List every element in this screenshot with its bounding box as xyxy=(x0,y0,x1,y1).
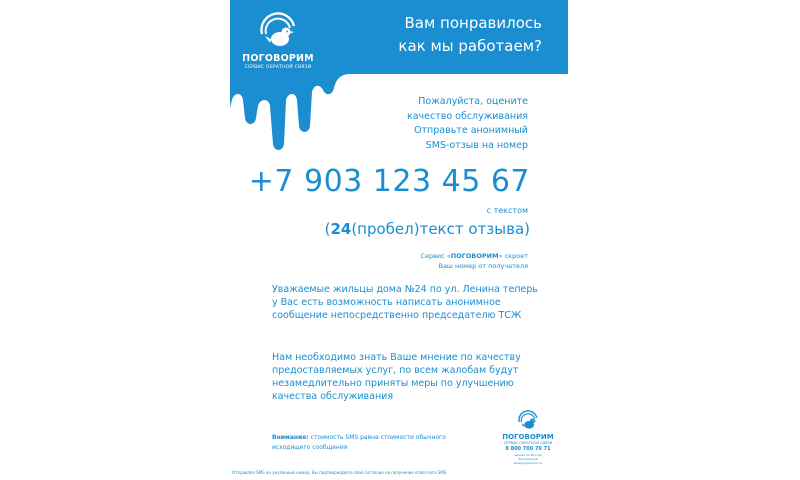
brand-logo xyxy=(238,12,318,70)
instruction-line-3: Отправьте анонимный xyxy=(414,125,528,136)
instruction-line-2: качество обслуживания xyxy=(406,110,528,122)
sms-format-rest: (пробел)текст отзыва) xyxy=(351,220,530,238)
footer-brand-name: ПОГОВОРИМ xyxy=(502,433,554,441)
sms-code: 24 xyxy=(330,220,352,238)
brand-name: ПОГОВОРИМ xyxy=(242,53,314,64)
service-note xyxy=(358,251,528,271)
service-note-line-1 xyxy=(358,251,528,261)
brand-tagline: СЕРВИС ОБРАТНОЙ СВЯЗИ xyxy=(244,65,312,70)
bird-logo-icon xyxy=(516,410,540,432)
bottom-disclaimer: Отправляя SMS на указанный номер, Вы подтверждаете своё согласие на получение ответного SMS xyxy=(232,470,447,475)
footer-brand-tagline: СЕРВИС ОБРАТНОЙ СВЯЗИ xyxy=(503,441,553,445)
bird-logo-icon xyxy=(256,12,300,52)
with-text-label: с текстом xyxy=(486,206,528,215)
header-line-2: как мы работаем? xyxy=(398,37,542,55)
warning-label: Внимание: xyxy=(272,434,309,441)
footer-phone: 8 800 700 70 71 xyxy=(505,446,551,452)
instruction-line-1: Пожалуйста, оцените xyxy=(418,96,528,107)
warning-note xyxy=(272,433,472,453)
body-paragraph-1: Уважаемые жильцы дома №24 по ул. Ленина теперь у Вас есть возможность написать анонимное сообщение непосредственно председателю ТСЖ xyxy=(272,284,538,321)
service-note-line-2: Ваш номер от получателя xyxy=(438,262,528,270)
footer-logo xyxy=(498,410,558,465)
service-note-brand: ПОГОВОРИМ xyxy=(450,252,499,260)
warning-text: стоимость SMS равна стоимости обычного исходящего сообщения xyxy=(272,434,446,451)
poster xyxy=(230,0,568,480)
footer-site: www.pogovorim.ru xyxy=(513,461,543,465)
instruction-line-4: SMS-отзыв на номер xyxy=(425,139,528,151)
phone-number: +7 903 123 45 67 xyxy=(248,164,530,199)
header-question xyxy=(398,12,542,58)
service-note-suffix: » скроет xyxy=(498,252,528,260)
footer-small-1: звонок по России xyxy=(514,453,542,457)
service-note-prefix: Сервис « xyxy=(420,252,451,260)
sms-format-open-paren: ( xyxy=(324,220,331,238)
footer-small-2: бесплатный xyxy=(518,457,538,461)
instruction-text xyxy=(328,95,528,153)
sms-format xyxy=(325,219,530,239)
body-paragraph-2: Нам необходимо знать Ваше мнение по качеству предоставляемых услуг, по всем жалобам будут незамедлительно приняты меры по улучшению качества обслуживания xyxy=(272,352,521,402)
header-line-1: Вам понравилось xyxy=(404,14,542,32)
